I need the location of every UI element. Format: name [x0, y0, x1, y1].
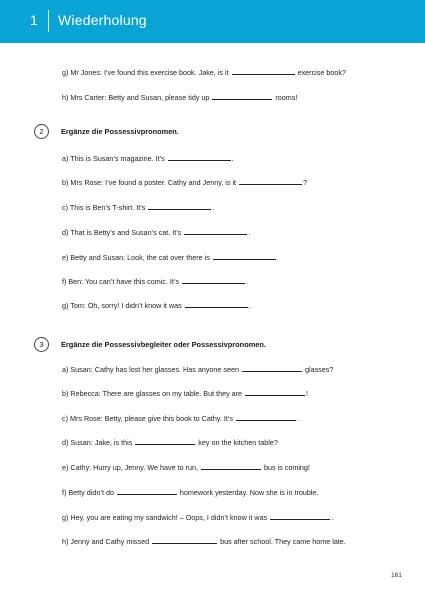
answer-blank[interactable] — [213, 258, 276, 260]
answer-blank[interactable] — [232, 73, 295, 75]
exercise-3b: b) Rebecca: There are glasses on my table. But they are ! — [62, 389, 309, 398]
answer-blank[interactable] — [184, 233, 247, 235]
exercise-3c: c) Mrs Rose: Betty, please give this book to Cathy. It’s . — [62, 414, 299, 423]
answer-blank[interactable] — [245, 394, 305, 396]
task-number-badge: 2 — [34, 124, 49, 139]
chapter-number: 1 — [30, 12, 38, 28]
answer-blank[interactable] — [168, 159, 231, 161]
exercise-2a: a) This is Susan’s magazine. It’s . — [62, 154, 234, 163]
chapter-title: Wiederholung — [58, 12, 147, 28]
exercise-3g: g) Hey, you are eating my sandwich! – Oops, I didn’t know it was . — [62, 513, 334, 522]
exercise-3h: h) Jenny and Cathy missed bus after school. They came home late. — [62, 537, 346, 546]
chapter-header — [0, 0, 425, 43]
exercise-2g: g) Tom: Oh, sorry! I didn’t know it was . — [62, 301, 251, 310]
exercise-1g: g) Mr Jones: I’ve found this exercise book. Jake, is it exercise book? — [62, 68, 346, 77]
answer-blank[interactable] — [135, 443, 195, 445]
answer-blank[interactable] — [201, 468, 261, 470]
answer-blank[interactable] — [185, 306, 248, 308]
exercise-3a: a) Susan: Cathy has lost her glasses. Has anyone seen glasses? — [62, 365, 334, 374]
answer-blank[interactable] — [270, 518, 330, 520]
exercise-3d: d) Susan: Jake, is this key on the kitchen table? — [62, 438, 278, 447]
task-3-title: Ergänze die Possessivbegleiter oder Possessivpronomen. — [61, 340, 266, 349]
task-2-heading — [34, 124, 179, 139]
task-number-badge: 3 — [34, 337, 49, 352]
answer-blank[interactable] — [212, 98, 272, 100]
answer-blank[interactable] — [182, 282, 245, 284]
exercise-3e: e) Cathy: Hurry up, Jenny. We have to run, bus is coming! — [62, 463, 310, 472]
header-divider — [48, 10, 49, 32]
answer-blank[interactable] — [236, 419, 296, 421]
exercise-2c: c) This is Ben’s T-shirt. It’s . — [62, 203, 215, 212]
answer-blank[interactable] — [152, 542, 217, 544]
exercise-3f: f) Betty didn’t do homework yesterday. Now she is in trouble. — [62, 488, 319, 497]
answer-blank[interactable] — [239, 183, 302, 185]
answer-blank[interactable] — [148, 208, 211, 210]
answer-blank[interactable] — [117, 493, 177, 495]
exercise-2f: f) Ben: You can’t have this comic. It’s . — [62, 277, 248, 286]
task-3-heading — [34, 337, 266, 352]
exercise-1h: h) Mrs Carter: Betty and Susan, please tidy up rooms! — [62, 93, 298, 102]
answer-blank[interactable] — [242, 370, 302, 372]
task-2-title: Ergänze die Possessivpronomen. — [61, 127, 179, 136]
exercise-2b: b) Mrs Rose: I’ve found a poster. Cathy and Jenny, is it ? — [62, 178, 308, 187]
exercise-2e: e) Betty and Susan: Look, the cat over there is . — [62, 253, 279, 262]
exercise-2d: d) That is Betty’s and Susan’s cat. It’s . — [62, 228, 251, 237]
page-number: 161 — [391, 572, 402, 579]
